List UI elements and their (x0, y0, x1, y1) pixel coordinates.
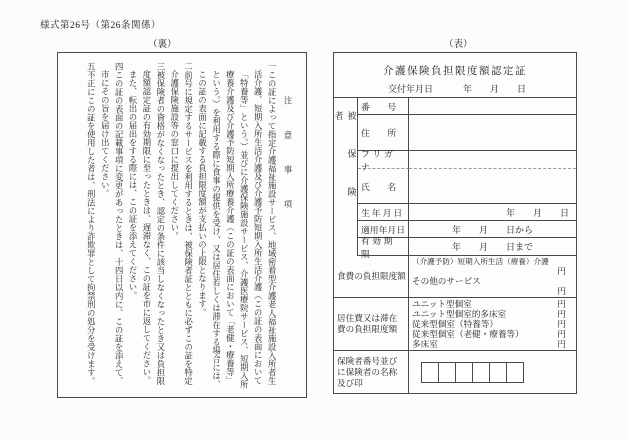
yen-unit-label: 円 (557, 339, 566, 350)
certificate-header (334, 53, 576, 97)
yen-unit-label: 円 (557, 286, 566, 297)
insurer-label: 保険者番号並び に保険者の名称 及び印 (334, 351, 409, 393)
note-item-text: この証の表面の記載事項に変更があったときは、十四日以内に、この証を添えて、市にその旨を届け出てください。 (100, 70, 124, 385)
note-item-text: 不正にこの証を使用した者は、刑法により詐欺罪として拘禁刑の処分を受けます。 (86, 70, 96, 385)
note-item-number: 五 (86, 62, 96, 71)
residence-fee-row: ユニット型個室 円 (412, 299, 572, 309)
insurer-number-box-strip (421, 362, 524, 383)
issue-date-row (388, 82, 526, 95)
insured-person-group-label: 被保険者 (334, 98, 358, 256)
furigana-field-value (409, 151, 576, 169)
yen-unit-label: 円 (557, 318, 566, 329)
note-item-number: 二 (183, 62, 193, 71)
number-field-value (409, 98, 576, 115)
meal-fee-label: 食費の負担限度額 (334, 256, 409, 298)
certificate-panel (333, 52, 577, 394)
insurer-number-box (455, 362, 473, 383)
insurer-number-box (438, 362, 456, 383)
birthdate-field-value: 年 月 日 (409, 204, 576, 221)
insurer-number-area (409, 351, 576, 393)
note-item-text: 前号に規定するサービスを利用するときは、被保険者証とともに必ずこの証を特定介護保険施設等の窓口に提出してください。 (169, 70, 193, 385)
residence-fee-row: 多床室 円 (412, 339, 572, 349)
residence-fee-value (409, 298, 576, 351)
note-item (97, 62, 125, 391)
notes-panel (57, 52, 307, 398)
residence-fee-row: 従来型個室（特養等） 円 (412, 319, 572, 329)
name-field-label: 氏 名 (358, 169, 409, 204)
form-number-label: 様式第26号（第26条関係） (40, 21, 162, 31)
furigana-field-label: フリガナ (358, 151, 409, 169)
note-item-number: 三 (155, 62, 165, 71)
residence-fee-row: 従来型個室（老健・療養等） 円 (412, 329, 572, 339)
birthdate-field-label: 生年月日 (358, 204, 409, 221)
certificate-title: 介護保険負担限度額認定証 (383, 66, 527, 77)
yen-unit-label: 円 (557, 298, 566, 309)
yen-unit-label: 円 (557, 329, 566, 340)
meal-fee-value (409, 256, 576, 298)
insurer-number-box (421, 362, 439, 383)
number-field-label: 番 号 (358, 98, 409, 115)
validity-field-value: 年 月 日まで (409, 238, 576, 256)
note-item (125, 62, 167, 391)
back-side-label: （裏） (148, 40, 177, 50)
application-date-field-label: 適用年月日 (358, 221, 409, 238)
notes-heading: 注 意 事 項 (283, 96, 292, 218)
yen-unit-label: 円 (557, 308, 566, 319)
application-date-field-value: 年 月 日から (409, 221, 576, 238)
address-field-value (409, 115, 576, 151)
note-item-text: この証によって指定介護福祉施設サービス、地域密着型介護老人福祉施設入所者生活介護、短期入所生活介護及び介護予防短期入所生活介護（この証の表面において「特養等」という。）並びに介護保険施設サービス、介護医療院サービス、短期入所療養介護及び介護予防短期入所療養介護（この証の表面において「老健・療養等」という。）を利用する際に食事の提供を受け、又は居住若しくは滞在する場合には、この証の表面に記載する負担限度額が支払いの上限となります。 (197, 70, 277, 390)
insurer-number-box (472, 362, 490, 383)
residence-fee-row: ユニット型個室的多床室 円 (412, 309, 572, 319)
residence-fee-label: 居住費又は滞在 費の負担限度額 (334, 298, 409, 351)
address-field-label: 住 所 (358, 115, 409, 151)
meal-fee-service: （介護予防）短期入所生活（療養）介護 (412, 256, 549, 266)
certificate-table (334, 97, 576, 393)
name-field-value (409, 169, 576, 204)
note-item (83, 62, 97, 391)
issue-date-label: 交付年月日 (388, 84, 434, 94)
front-side-label: （表） (444, 40, 473, 50)
validity-field-label: 有効期限 (358, 238, 409, 256)
note-item (167, 62, 195, 391)
insurer-number-box (489, 362, 507, 383)
insurer-number-box (506, 362, 524, 383)
note-item-text: 被保険者の資格がなくなったとき、認定の条件に該当しなくなったとき又は負担限度額認定証の有効期限に至ったときは、遅滞なく、この証を市に返してください。また、転出の届出をする際には、この証を添えてください。 (128, 70, 165, 385)
note-item (195, 62, 278, 391)
meal-fee-service: その他のサービス (412, 275, 481, 286)
yen-unit-label: 円 (557, 265, 566, 276)
note-item-number: 四 (114, 62, 124, 71)
issue-date-value: 年 月 日 (463, 84, 527, 94)
note-item-number: 一 (267, 62, 277, 71)
notes-vertical-text (66, 62, 294, 391)
